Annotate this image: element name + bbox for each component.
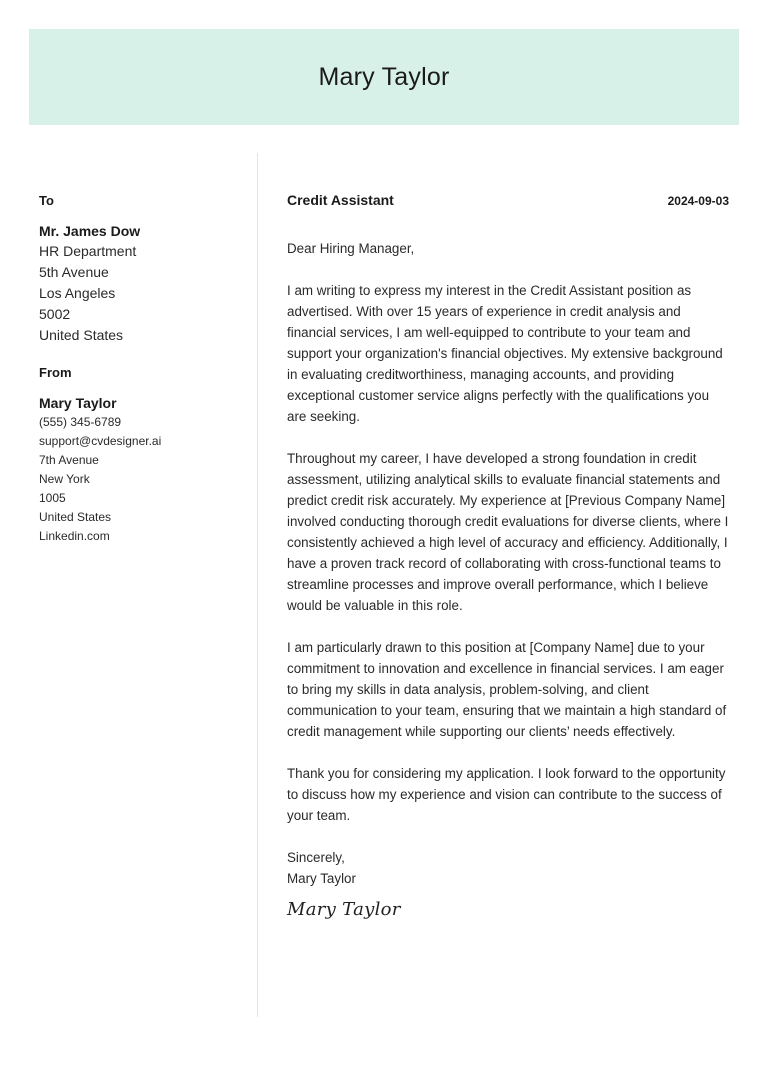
letter-body <box>287 192 729 920</box>
closing: Sincerely, <box>287 850 345 865</box>
sender-phone: (555) 345-6789 <box>39 415 122 429</box>
sender-block <box>39 364 239 546</box>
paragraph-4: Thank you for considering my application. I look forward to the opportunity to discuss how my experience and vision can contribute to the success of your team. <box>287 766 726 823</box>
sender-name: Mary Taylor <box>39 395 117 411</box>
header-banner <box>29 29 739 125</box>
letter-date: 2024-09-03 <box>667 194 729 208</box>
recipient-postcode: 5002 <box>39 306 71 322</box>
sender-website: Linkedin.com <box>39 529 110 543</box>
recipient-heading: To <box>39 193 54 208</box>
recipient-name: Mr. James Dow <box>39 223 141 239</box>
sender-postcode: 1005 <box>39 491 66 505</box>
paragraph-3: I am particularly drawn to this position at [Company Name] due to your commitment to innovation and excellence in financial services. I am eager to bring my skills in data analysis, problem-solving, and client communication to your team, ensuring that we maintain a high standard of credit management while supporting our clients’ needs effectively. <box>287 640 727 739</box>
paragraph-2: Throughout my career, I have developed a strong foundation in credit assessment, utilizing analytical skills to evaluate financial statements and predict credit risk accurately. My experience at [Previous Company Name] involved conducting thorough credit evaluations for diverse clients, where I consistently achieved a high level of accuracy and efficiency. Additionally, I have a proven track record of collaborating with cross-functional teams to streamline processes and improve overall performance, which I believe would be valuable in this role. <box>287 451 729 613</box>
job-title: Credit Assistant <box>287 192 394 208</box>
salutation: Dear Hiring Manager, <box>287 241 415 256</box>
letter-header <box>287 192 729 208</box>
sender-email: support@cvdesigner.ai <box>39 434 162 448</box>
paragraph-1: I am writing to express my interest in the Credit Assistant position as advertised. With over 15 years of experience in credit analysis and financial services, I am well-equipped to contribute to your team and support your organization's financial objectives. My extensive background in evaluating creditworthiness, managing accounts, and providing exceptional customer service aligns perfectly with the qualifications you are seeking. <box>287 283 723 424</box>
sender-country: United States <box>39 510 112 524</box>
recipient-country: United States <box>39 327 124 343</box>
sender-street: 7th Avenue <box>39 453 99 467</box>
recipient-city: Los Angeles <box>39 285 116 301</box>
recipient-block <box>39 192 239 346</box>
sidebar <box>39 192 239 546</box>
recipient-street: 5th Avenue <box>39 264 109 280</box>
signature: Mary Taylor <box>287 899 401 920</box>
closing-name: Mary Taylor <box>287 871 356 886</box>
page-title: Mary Taylor <box>318 62 450 91</box>
column-divider <box>257 153 258 1017</box>
sender-city: New York <box>39 472 90 486</box>
recipient-department: HR Department <box>39 243 137 259</box>
sender-heading: From <box>39 365 72 380</box>
